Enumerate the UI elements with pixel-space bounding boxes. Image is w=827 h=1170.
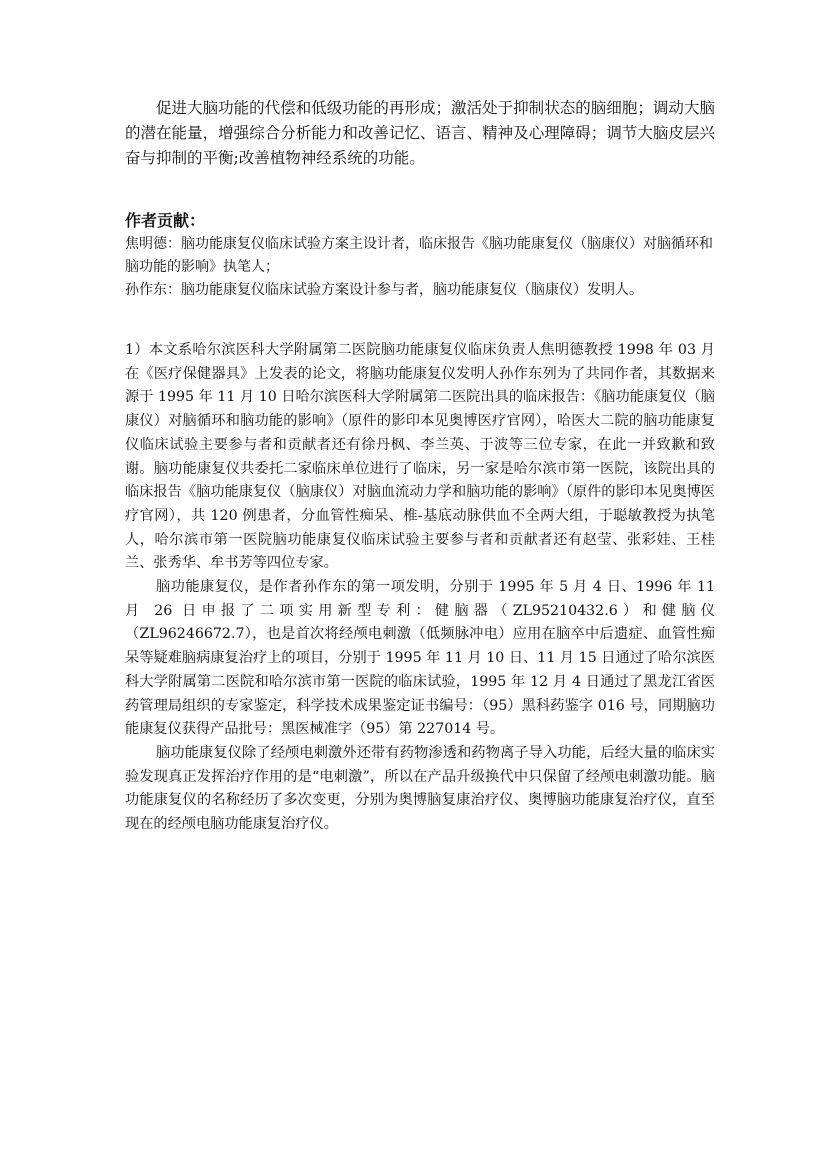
- note-paragraph: 脑功能康复仪除了经颅电刺激外还带有药物渗透和药物离子导入功能，后经大量的临床实验发现真正发挥治疗作用的是“电刺激”，所以在产品升级换代中只保留了经颅电刺激功能。脑功能康复仪的名称经历了多次变更，分别为奥博脑复康治疗仪、奥博脑功能康复治疗仪，直至现在的经颅电脑功能康复治疗仪。: [125, 744, 715, 833]
- contribution-item: 焦明德：脑功能康复仪临床试验方案主设计者，临床报告《脑功能康复仪（脑康仪）对脑循环和脑功能的影响》执笔人；: [125, 236, 713, 275]
- intro-paragraph: 促进大脑功能的代偿和低级功能的再形成；激活处于抑制状态的脑细胞；调动大脑的潜在能量，增强综合分析能力和改善记忆、语言、精神及心理障碍；调节大脑皮层兴奋与抑制的平衡;改善植物神经系统的功能。: [125, 99, 715, 167]
- note-paragraph: 脑功能康复仪，是作者孙作东的第一项发明，分别于 1995 年 5 月 4 日、1996 年 11 月 26 日申报了二项实用新型专利：健脑器（ZL95210432.6）和健脑仪（ZL96246672.7），也是首次将经颅电刺激（低频脉冲电）应用在脑卒中后遗症、血管性痴呆等疑难脑病康复治疗上的项目，分别于 1995 年 11 月 10 日、11 月 15 日通过了哈尔滨医科大学附属第二医院和哈尔滨市第一医院的临床试验，1995 年 12 月 4 日通过了黑龙江省医药管理局组织的专家鉴定，科学技术成果鉴定证书编号：（95）黑科药鉴字 016 号，同期脑功能康复仪获得产品批号：黑医械准字（95）第 227014 号。: [125, 579, 715, 738]
- contributions-list: [125, 233, 715, 302]
- contributions-heading: 作者贡献：: [125, 211, 206, 230]
- contribution-item: 孙作东：脑功能康复仪临床试验方案设计参与者，脑功能康复仪（脑康仪）发明人。: [125, 282, 643, 298]
- note-paragraph: 1）本文系哈尔滨医科大学附属第二医院脑功能康复仪临床负责人焦明德教授 1998 年 03 月在《医疗保健器具》上发表的论文，将脑功能康复仪发明人孙作东列为了共同作者，其数据来源于 1995 年 11 月 10 日哈尔滨医科大学附属第二医院出具的临床报告：《脑功能康复仪（脑康仪）对脑循环和脑功能的影响》（原件的影印本见奥博医疗官网），哈医大二院的脑功能康复仪临床试验主要参与者和贡献者还有徐丹枫、李兰英、于波等三位专家，在此一并致歉和致谢。脑功能康复仪共委托二家临床单位进行了临床，另一家是哈尔滨市第一医院，该院出具的临床报告《脑功能康复仪（脑康仪）对脑血流动力学和脑功能的影响》（原件的影印本见奥博医疗官网），共 120 例患者，分血管性痴呆、椎-基底动脉供血不全两大组，于聪敏教授为执笔人，哈尔滨市第一医院脑功能康复仪临床试验主要参与者和贡献者还有赵莹、张彩娃、王桂兰、张秀华、牟书芳等四位专家。: [125, 342, 715, 572]
- notes-section: [125, 339, 715, 837]
